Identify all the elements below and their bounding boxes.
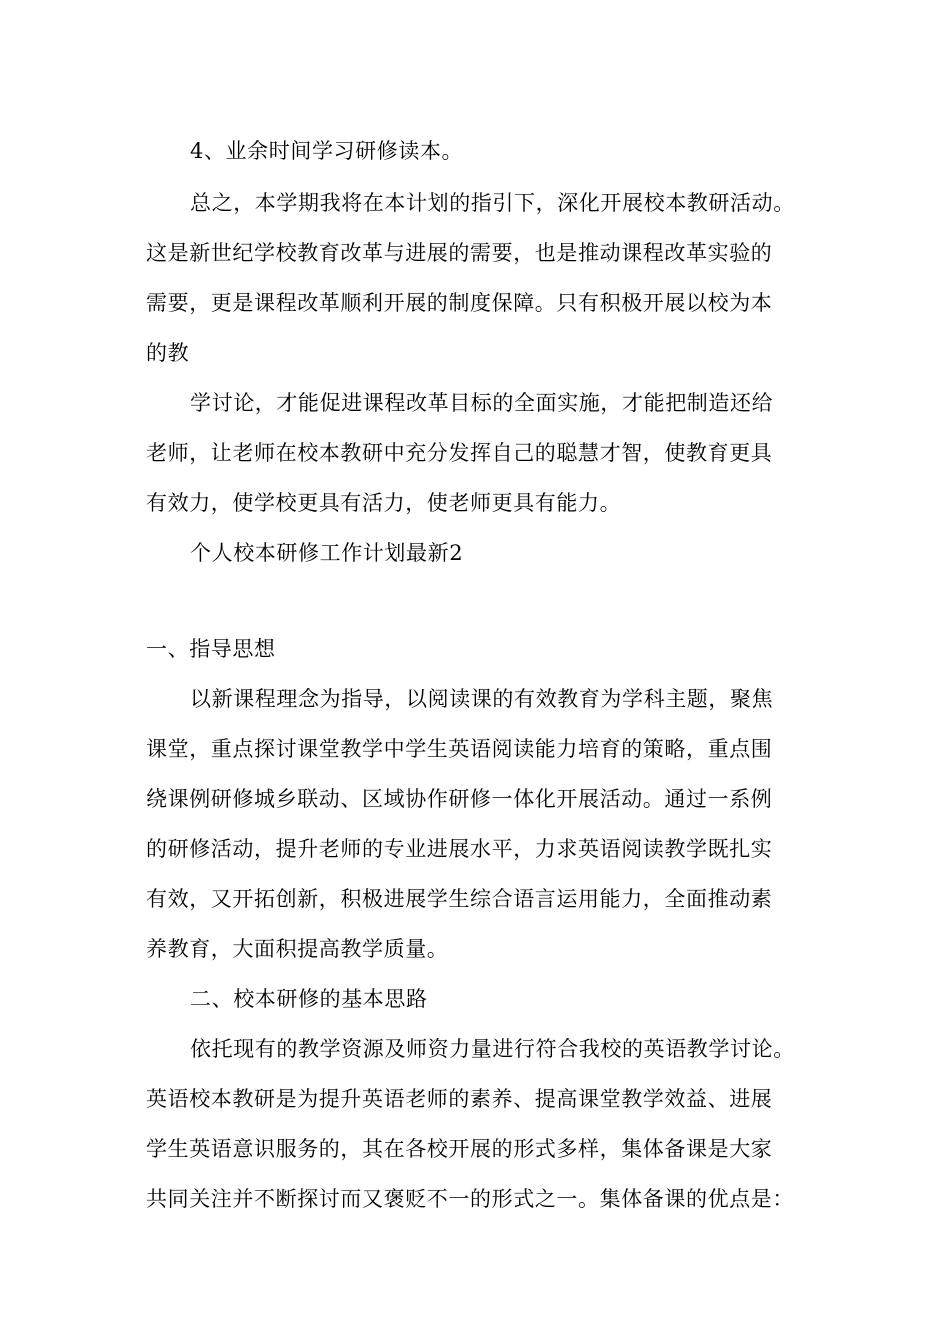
paragraph-line: 养教育，大面积提高教学质量。 — [146, 937, 449, 961]
paragraph-line: 有效力，使学校更具有活力，使老师更具有能力。 — [146, 491, 622, 515]
paragraph-line: 需要，更是课程改革顺利开展的制度保障。只有积极开展以校为本 — [146, 291, 773, 315]
list-item-4: 4、业余时间学习研修读本。 — [190, 139, 464, 163]
paragraph-line: 依托现有的教学资源及师资力量进行符合我校的英语教学讨论。 — [190, 1037, 795, 1061]
section-title: 个人校本研修工作计划最新2 — [190, 541, 464, 565]
paragraph-line: 英语校本教研是为提升英语老师的素养、提高课堂教学效益、进展 — [146, 1087, 773, 1111]
paragraph-line: 有效，又开拓创新，积极进展学生综合语言运用能力，全面推动素 — [146, 887, 773, 911]
paragraph-line: 老师，让老师在校本教研中充分发挥自己的聪慧才智，使教育更具 — [146, 441, 773, 465]
paragraph-line: 绕课例研修城乡联动、区域协作研修一体化开展活动。通过一系例 — [146, 787, 773, 811]
heading-basic-approach: 二、校本研修的基本思路 — [190, 987, 428, 1011]
paragraph-line: 这是新世纪学校教育改革与进展的需要，也是推动课程改革实验的 — [146, 241, 773, 265]
paragraph-line: 学讨论，才能促进课程改革目标的全面实施，才能把制造还给 — [190, 391, 774, 415]
paragraph-line: 以新课程理念为指导，以阅读课的有效教育为学科主题，聚焦 — [190, 687, 774, 711]
paragraph-line: 课堂，重点探讨课堂教学中学生英语阅读能力培育的策略，重点围 — [146, 737, 773, 761]
heading-guiding-ideology: 一、指导思想 — [146, 637, 276, 661]
paragraph-line: 的研修活动，提升老师的专业进展水平，力求英语阅读教学既扎实 — [146, 837, 773, 861]
paragraph-line: 学生英语意识服务的，其在各校开展的形式多样，集体备课是大家 — [146, 1137, 773, 1161]
paragraph-line: 的教 — [146, 341, 190, 365]
paragraph-line: 共同关注并不断探讨而又褒贬不一的形式之一。集体备课的优点是： — [146, 1187, 794, 1211]
paragraph-line: 总之，本学期我将在本计划的指引下，深化开展校本教研活动。 — [190, 191, 795, 215]
